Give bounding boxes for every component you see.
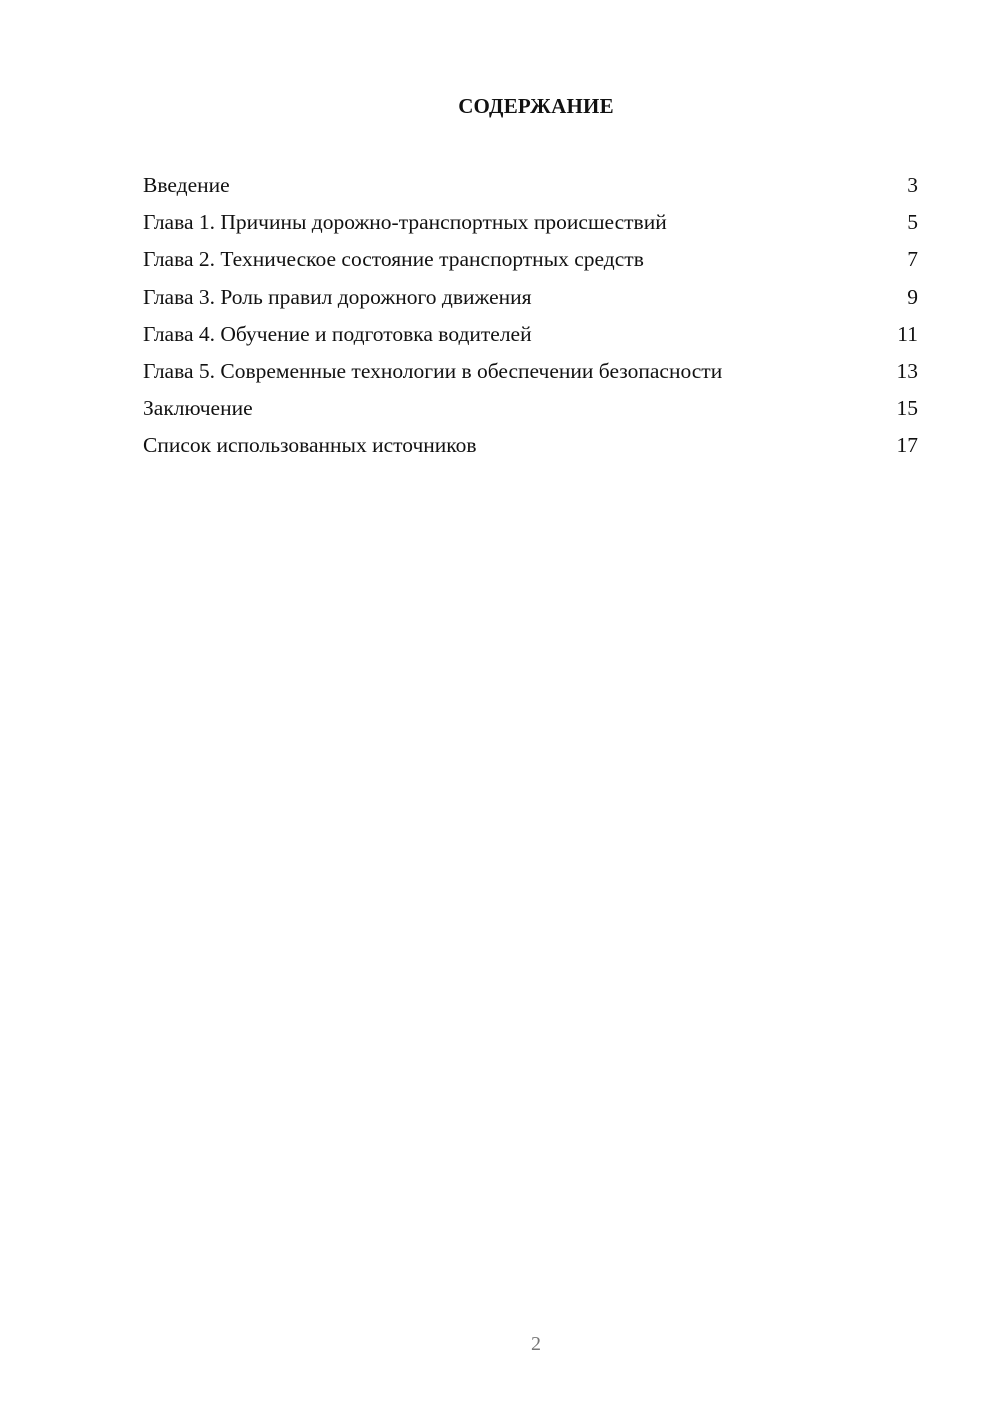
toc-entry-title: Глава 5. Современные технологии в обеспечении безопасности [143, 358, 723, 383]
toc-entry-page: 3 [907, 173, 918, 197]
toc-entry-page: 9 [907, 284, 918, 309]
toc-entry-introduction [143, 167, 918, 204]
toc-entry-title: Список использованных источников [143, 433, 477, 458]
toc-entry-chapter-4 [143, 316, 918, 353]
toc-entry-title: Заключение [143, 396, 253, 421]
toc-entry-conclusion [143, 390, 918, 427]
toc-entry-page: 17 [896, 433, 918, 458]
toc-entry-page: 7 [907, 247, 918, 272]
toc-entry-title: Глава 1. Причины дорожно-транспортных происшествий [143, 210, 667, 235]
toc-entry-title: Глава 3. Роль правил дорожного движения [143, 284, 532, 309]
table-of-contents [143, 167, 918, 465]
toc-entry-page: 13 [896, 358, 918, 383]
toc-entry-references [143, 427, 918, 464]
toc-entry-chapter-3 [143, 279, 918, 316]
document-title: СОДЕРЖАНИЕ [458, 94, 614, 118]
toc-entry-chapter-2 [143, 241, 918, 278]
toc-entry-title: Глава 4. Обучение и подготовка водителей [143, 321, 532, 346]
toc-entry-page: 5 [907, 210, 918, 235]
toc-entry-title: Введение [143, 173, 230, 197]
page-number: 2 [531, 1333, 541, 1355]
toc-entry-page: 15 [896, 396, 918, 421]
toc-entry-page: 11 [897, 321, 918, 346]
toc-entry-title: Глава 2. Техническое состояние транспортных средств [143, 247, 644, 272]
toc-entry-chapter-1 [143, 204, 918, 241]
toc-entry-chapter-5 [143, 353, 918, 390]
